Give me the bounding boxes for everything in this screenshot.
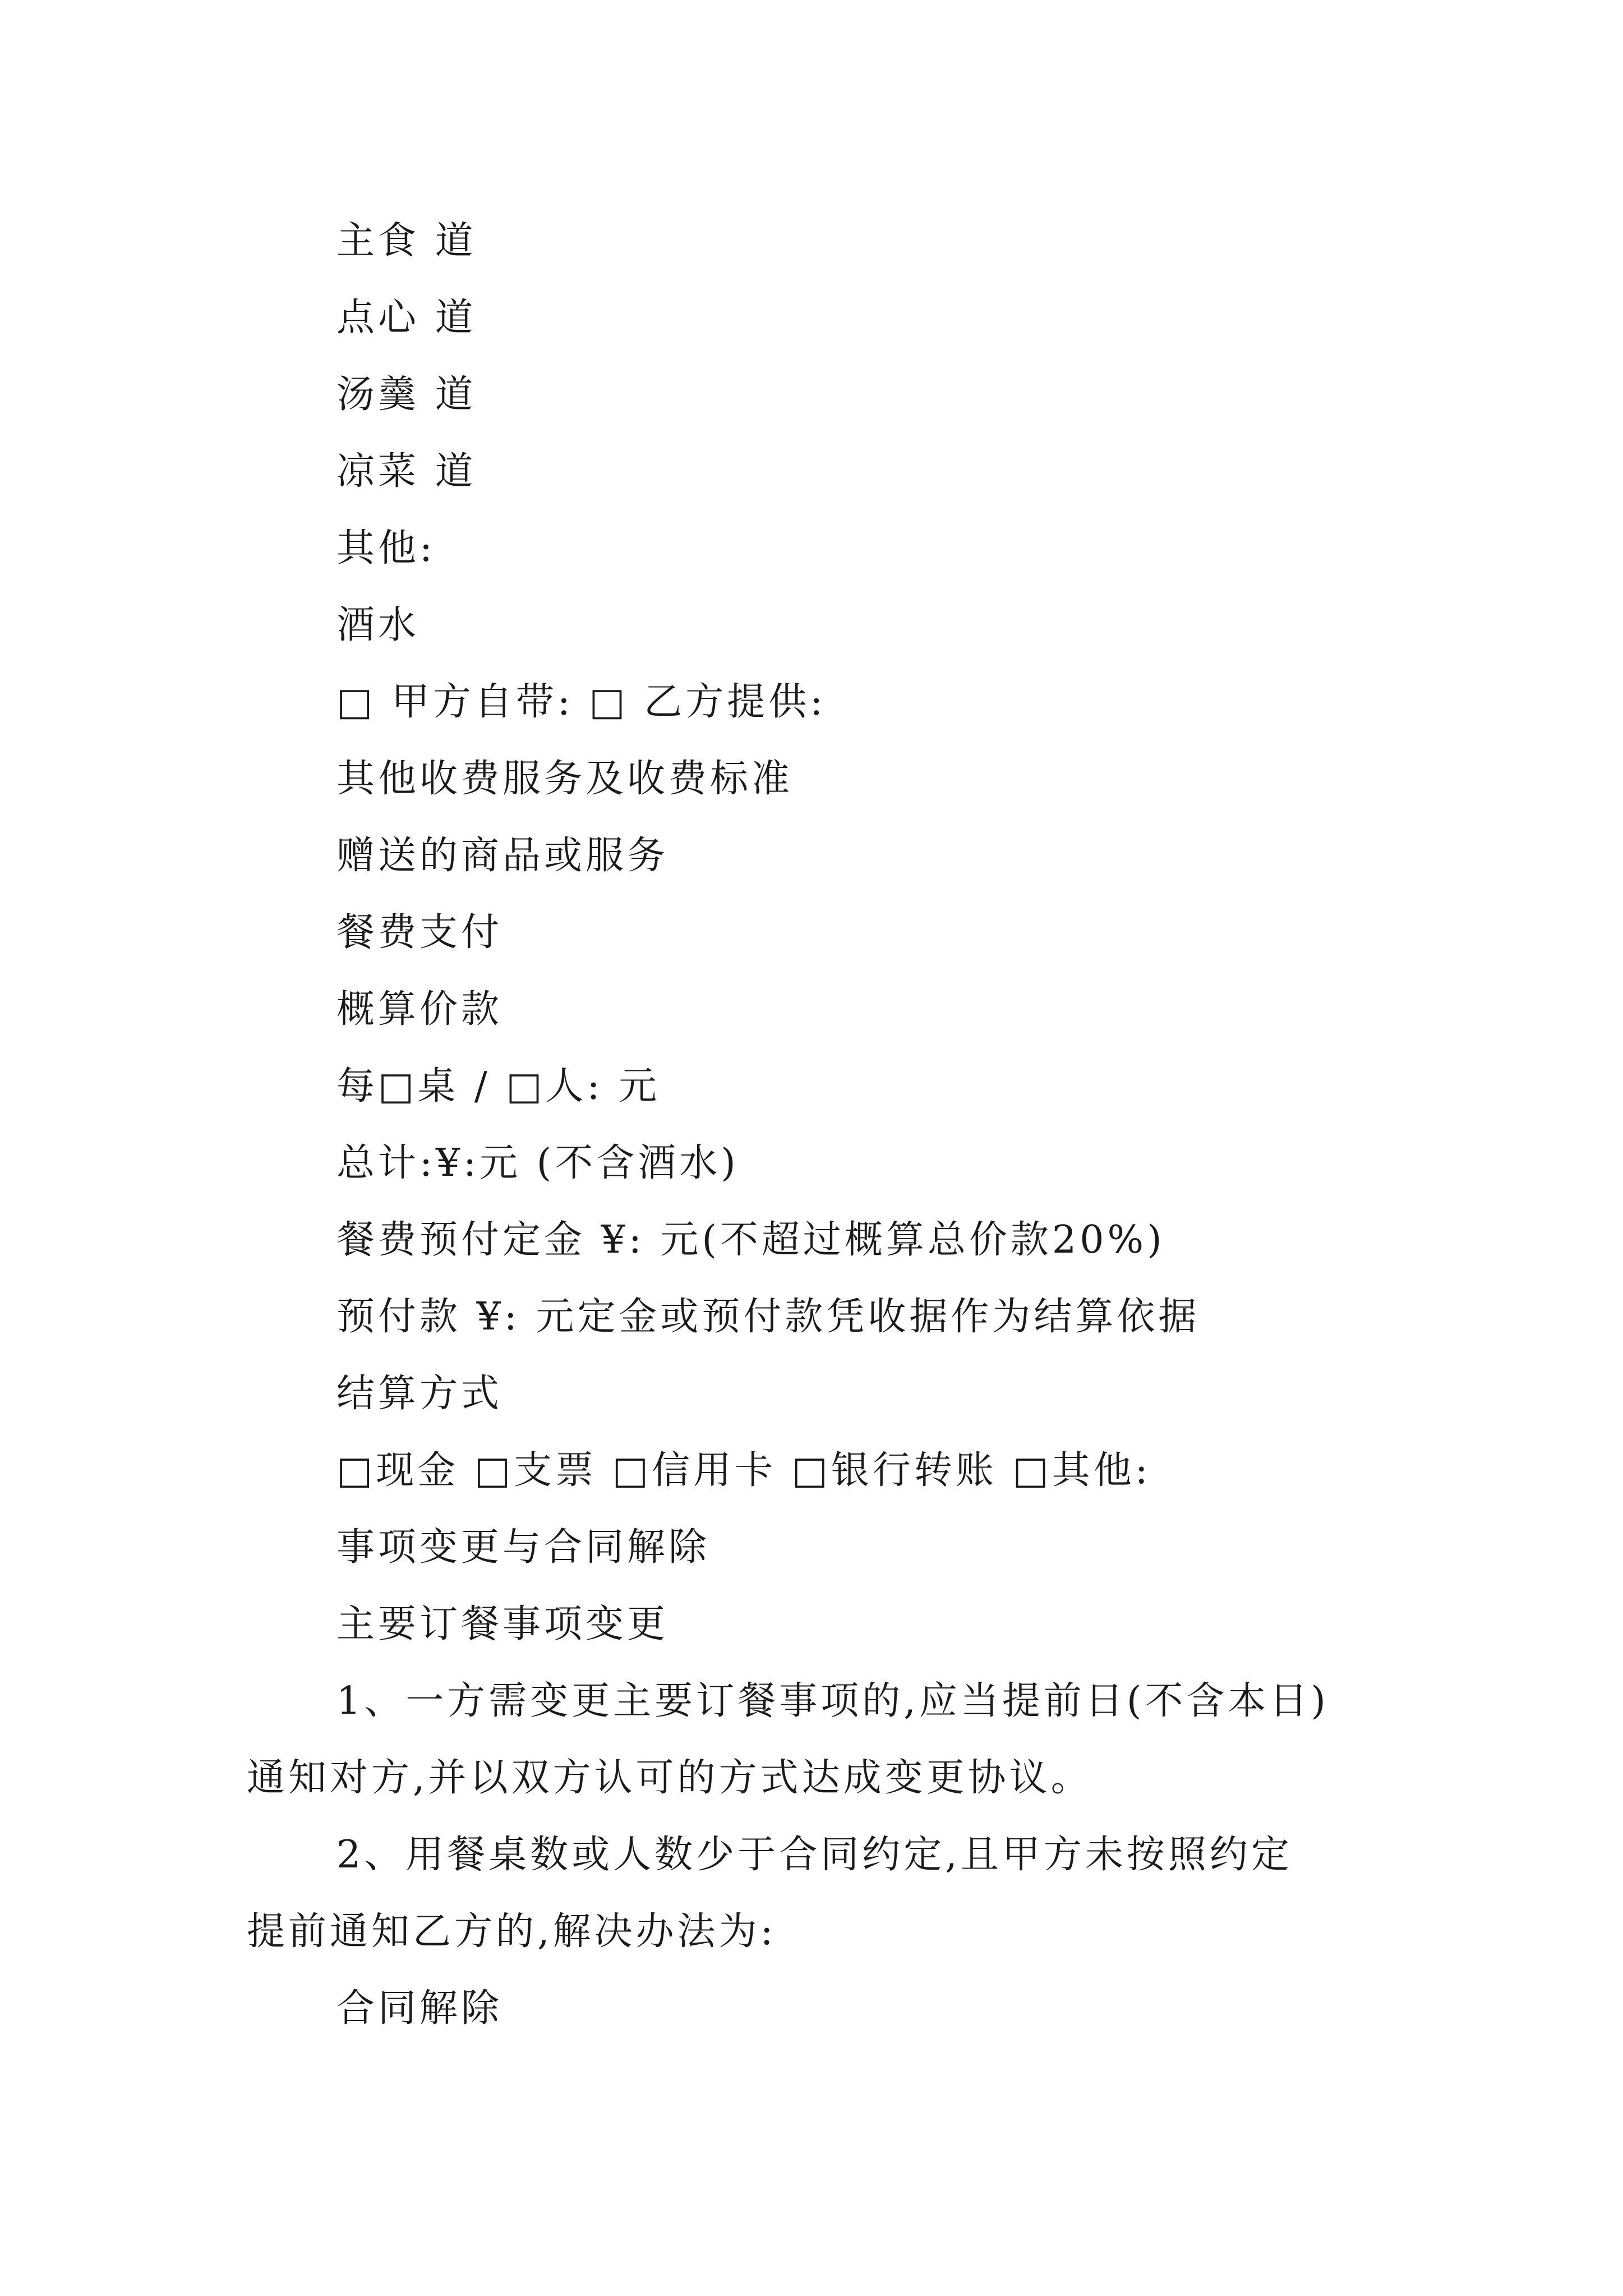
item-staple-food: 主食 道 — [336, 219, 477, 263]
price-per-unit: 每□桌 / □人: 元 — [336, 1064, 661, 1108]
prepayment-line: 预付款 ¥: 元定金或预付款凭收据作为结算依据 — [336, 1295, 1200, 1339]
heading-payment: 餐费支付 — [336, 910, 503, 955]
item-soup: 汤羹 道 — [336, 372, 477, 417]
item-dim-sum: 点心 道 — [336, 296, 477, 340]
settlement-options: □现金 □支票 □信用卡 □银行转账 □其他: — [336, 1448, 1151, 1493]
heading-estimated-price: 概算价款 — [336, 987, 503, 1032]
deposit-line: 餐费预付定金 ¥: 元(不超过概算总价款20%) — [336, 1218, 1165, 1262]
clause-2-line-1: 2、用餐桌数或人数少于合同约定,且甲方未按照约定 — [336, 1833, 1293, 1877]
heading-termination: 合同解除 — [336, 1986, 503, 2031]
heading-drinks: 酒水 — [336, 603, 420, 647]
drinks-options: □ 甲方自带: □ 乙方提供: — [336, 680, 827, 724]
heading-gifts: 赠送的商品或服务 — [336, 834, 669, 878]
clause-1-line-2: 通知对方,并以双方认可的方式达成变更协议。 — [247, 1756, 1092, 1800]
item-other: 其他: — [336, 526, 436, 570]
heading-main-change: 主要订餐事项变更 — [336, 1602, 669, 1646]
heading-other-fees: 其他收费服务及收费标准 — [336, 757, 794, 801]
price-total: 总计:¥:元 (不含酒水) — [336, 1141, 739, 1185]
heading-change-termination: 事项变更与合同解除 — [336, 1525, 711, 1570]
item-cold-dish: 凉菜 道 — [336, 449, 477, 494]
heading-settlement: 结算方式 — [336, 1372, 503, 1416]
clause-2-line-2: 提前通知乙方的,解决办法为: — [247, 1910, 777, 1954]
clause-1-line-1: 1、一方需变更主要订餐事项的,应当提前日(不含本日) — [336, 1679, 1329, 1723]
